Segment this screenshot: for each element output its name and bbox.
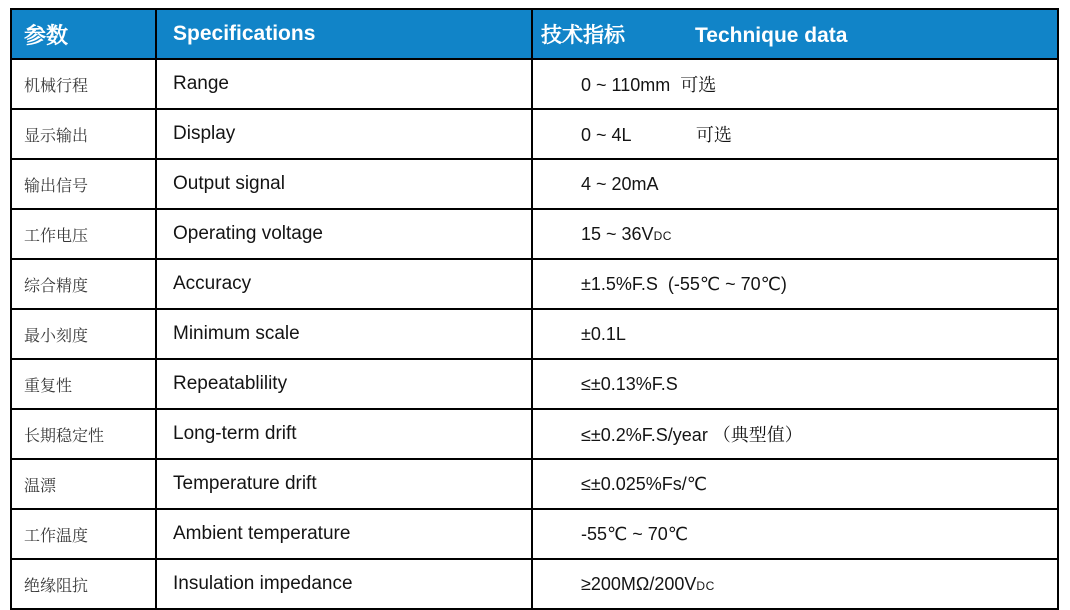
spec-cell: Temperature drift xyxy=(156,459,532,509)
value-cell xyxy=(532,59,1058,109)
table-row xyxy=(11,159,1058,209)
value-cell xyxy=(532,559,1058,609)
header-specifications: Specifications xyxy=(156,9,532,59)
table-row xyxy=(11,559,1058,609)
param-cell: 机械行程 xyxy=(11,59,156,109)
table-row xyxy=(11,359,1058,409)
value-text: 0 ~ 110mm 可选 xyxy=(581,75,717,95)
value-text: -55℃ ~ 70℃ xyxy=(581,523,688,544)
value-text: ≤±0.025%Fs/℃ xyxy=(581,473,708,494)
value-text: 15 ~ 36V xyxy=(581,223,654,244)
param-cell: 显示输出 xyxy=(11,109,156,159)
header-row xyxy=(11,9,1058,59)
param-cell: 温漂 xyxy=(11,459,156,509)
param-cell: 长期稳定性 xyxy=(11,409,156,459)
value-text: 4 ~ 20mA xyxy=(581,173,659,194)
value-text: ≤±0.2%F.S/year （典型值） xyxy=(581,425,803,445)
spec-cell: Output signal xyxy=(156,159,532,209)
value-cell xyxy=(532,209,1058,259)
value-cell xyxy=(532,509,1058,559)
value-cell xyxy=(532,159,1058,209)
value-cell xyxy=(532,459,1058,509)
spec-cell: Range xyxy=(156,59,532,109)
value-subscript: DC xyxy=(653,228,672,243)
specifications-table xyxy=(10,8,1059,610)
param-cell: 最小刻度 xyxy=(11,309,156,359)
value-text: ≥200MΩ/200V xyxy=(581,573,697,594)
table-row xyxy=(11,59,1058,109)
spec-cell: Ambient temperature xyxy=(156,509,532,559)
value-text: 0 ~ 4L 可选 xyxy=(581,125,732,145)
spec-cell: Operating voltage xyxy=(156,209,532,259)
value-text: ±0.1L xyxy=(581,323,626,344)
table-row xyxy=(11,459,1058,509)
param-cell: 输出信号 xyxy=(11,159,156,209)
header-technique-data: 技术指标 Technique data xyxy=(532,9,1058,59)
param-cell: 工作电压 xyxy=(11,209,156,259)
value-subscript: DC xyxy=(696,578,715,593)
spec-cell: Minimum scale xyxy=(156,309,532,359)
table-row xyxy=(11,209,1058,259)
table-row xyxy=(11,509,1058,559)
table-row xyxy=(11,109,1058,159)
param-cell: 综合精度 xyxy=(11,259,156,309)
param-cell: 重复性 xyxy=(11,359,156,409)
value-cell xyxy=(532,309,1058,359)
spec-cell: Accuracy xyxy=(156,259,532,309)
value-cell xyxy=(532,409,1058,459)
value-text: ±1.5%F.S (-55℃ ~ 70℃) xyxy=(581,273,787,294)
param-cell: 绝缘阻抗 xyxy=(11,559,156,609)
value-cell xyxy=(532,259,1058,309)
value-text: ≤±0.13%F.S xyxy=(581,373,678,394)
spec-cell: Long-term drift xyxy=(156,409,532,459)
value-cell xyxy=(532,359,1058,409)
spec-cell: Repeatablility xyxy=(156,359,532,409)
table-row xyxy=(11,259,1058,309)
spec-cell: Display xyxy=(156,109,532,159)
spec-cell: Insulation impedance xyxy=(156,559,532,609)
value-cell xyxy=(532,109,1058,159)
table-row xyxy=(11,309,1058,359)
table-row xyxy=(11,409,1058,459)
param-cell: 工作温度 xyxy=(11,509,156,559)
header-param: 参数 xyxy=(11,9,156,59)
